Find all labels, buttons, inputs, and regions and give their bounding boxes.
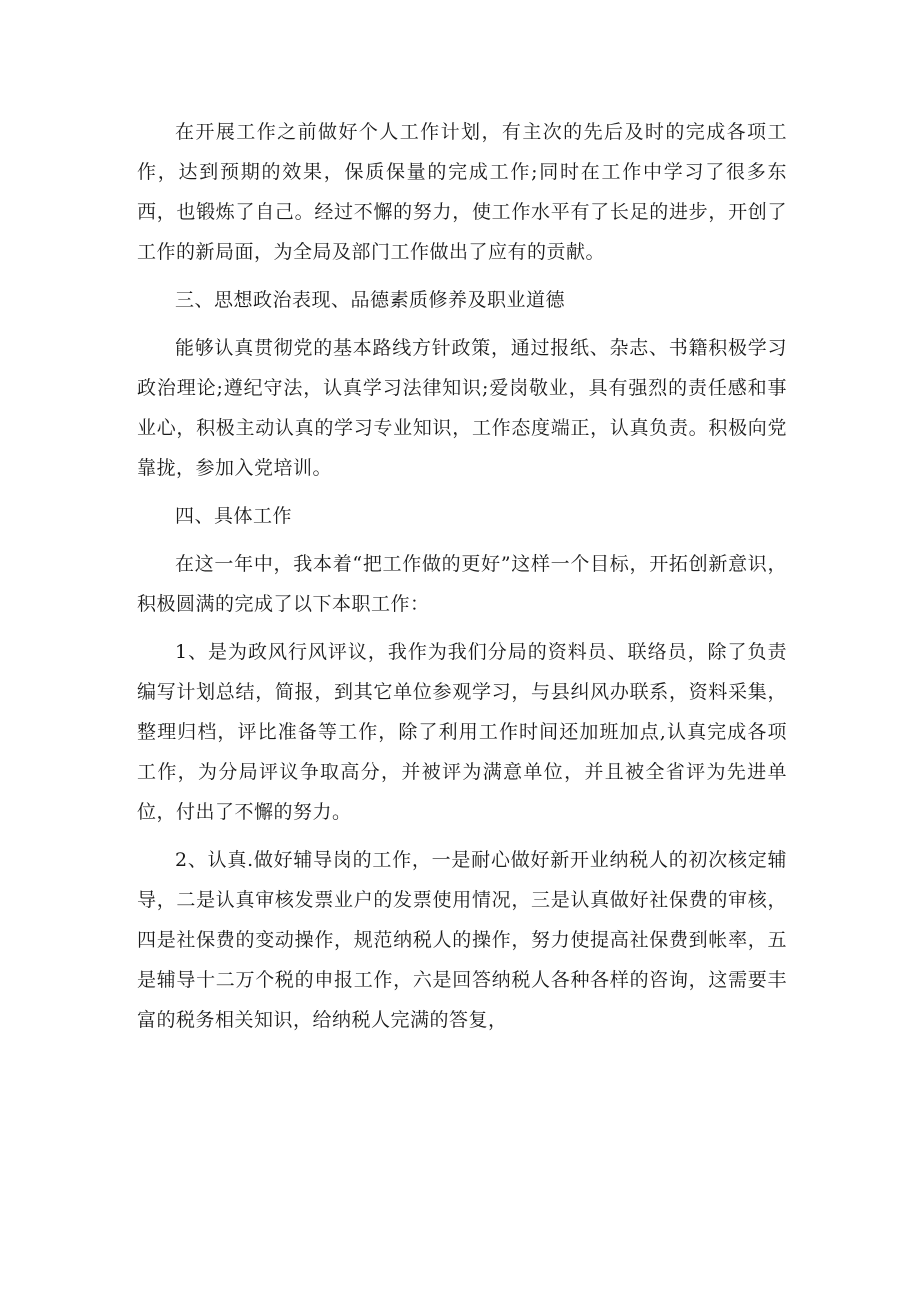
document-body bbox=[137, 112, 787, 1048]
paragraph-political-study: 能够认真贯彻党的基本路线方针政策，通过报纸、杂志、书籍积极学习政治理论;遵纪守法，认真学习法律知识;爱岗敬业，具有强烈的责任感和事业心，积极主动认真的学习专业知识，工作态度端正，认真负责。积极向党靠拢，参加入党培训。 bbox=[137, 337, 787, 479]
paragraph-work-plan: 在开展工作之前做好个人工作计划，有主次的先后及时的完成各项工作，达到预期的效果，保质保量的完成工作;同时在工作中学习了很多东西，也锻炼了自己。经过不懈的努力，使工作水平有了长足的进步，开创了工作的新局面，为全局及部门工作做出了应有的贡献。 bbox=[137, 121, 787, 263]
section-heading-political-ethics: 三、思想政治表现、品德素质修养及职业道德 bbox=[175, 289, 566, 311]
section-heading-specific-work: 四、具体工作 bbox=[175, 505, 293, 527]
paragraph-item-1: 1、是为政风行风评议，我作为我们分局的资料员、联络员，除了负责编写计划总结，简报，到其它单位参观学习，与县纠风办联系，资料采集，整理归档，评比准备等工作，除了利用工作时间还加班加点,认真完成各项工作，为分局评议争取高分，并被评为满意单位，并且被全省评为先进单位，付出了不懈的努力。 bbox=[137, 641, 787, 823]
paragraph-item-2: 2、认真.做好辅导岗的工作，一是耐心做好新开业纳税人的初次核定辅导，二是认真审核发票业户的发票使用情况，三是认真做好社保费的审核，四是社保费的变动操作，规范纳税人的操作，努力使提高社保费到帐率，五是辅导十二万个税的申报工作，六是回答纳税人各种各样的咨询，这需要丰富的税务相关知识，给纳税人完满的答复， bbox=[137, 849, 787, 1031]
paragraph-year-goal: 在这一年中，我本着“把工作做的更好”这样一个目标，开拓创新意识，积极圆满的完成了以下本职工作： bbox=[137, 553, 787, 615]
